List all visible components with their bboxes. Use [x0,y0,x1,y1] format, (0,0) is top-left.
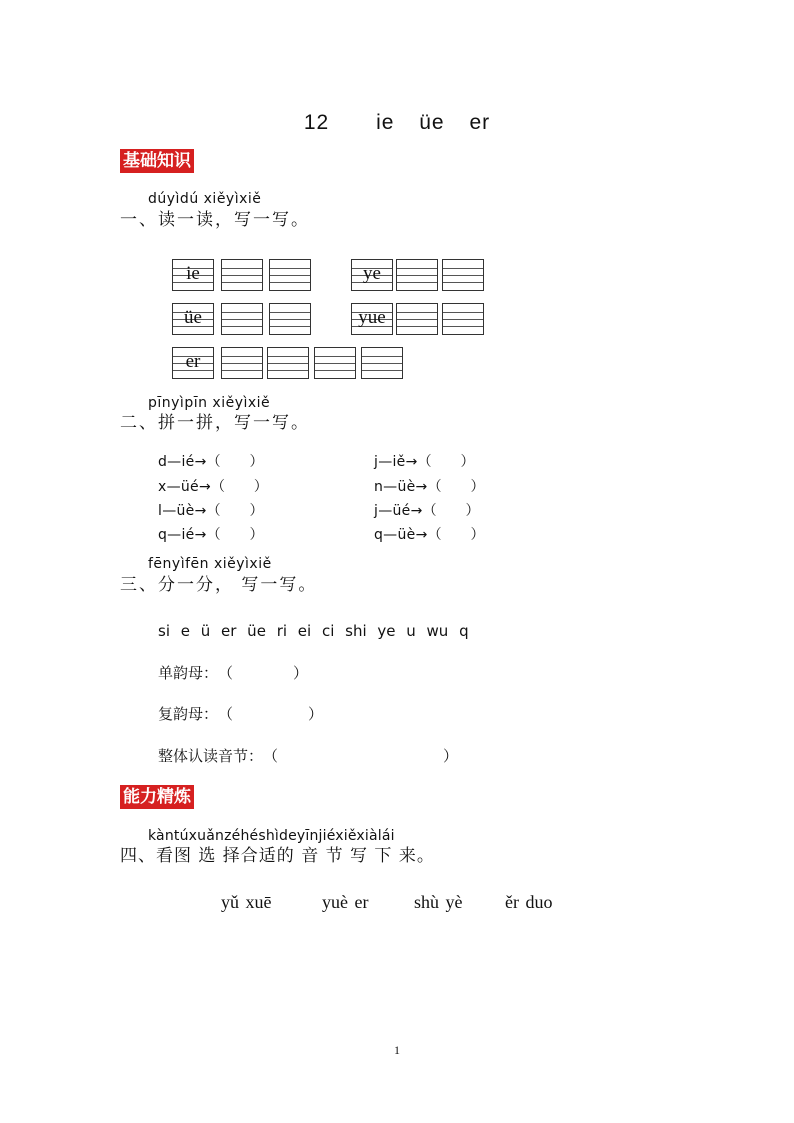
line-label: 复韵母： [158,705,219,723]
q3-pinyin: fēnyìfēn xiěyìxiě [148,556,272,572]
q1-question: 一、读一读，写一写。 [120,210,310,230]
q2-item: q—ié→（ ） [158,527,264,543]
box-label: üe [184,307,202,328]
writing-box[interactable] [396,259,438,291]
page-number: 1 [394,1043,400,1057]
line-label: 整体认读音节： [158,747,264,765]
q2-pinyin: pīnyìpīn xiěyìxiě [148,395,271,411]
q2-item: d—ié→（ ） [158,454,264,470]
writing-box[interactable] [269,303,311,335]
q2-item: n—üè→（ ） [374,479,485,495]
q2-item: x—üé→（ ） [158,479,269,495]
writing-box[interactable] [221,303,263,335]
line-label: 单韵母： [158,664,219,682]
answer-blank[interactable]: （ ） [263,747,459,765]
q4-pinyin: kàntúxuǎnzéhéshìdeyīnjiéxiěxiàlái [148,828,395,844]
q3-question: 三、分一分， 写一写。 [120,575,318,595]
q2-item: j—üé→（ ） [374,503,480,519]
writing-box[interactable] [396,303,438,335]
q3-line-whole-syllables [158,745,458,766]
writing-box[interactable] [267,347,309,379]
section-badge-ability: 能力精炼 [120,785,194,809]
writing-box[interactable] [172,347,214,379]
q4-question: 四、看图 选 择合适的 音 节 写 下 来。 [120,846,435,866]
writing-box[interactable] [442,303,484,335]
writing-box[interactable] [314,347,356,379]
page-title: 12 ie üe er [303,111,491,134]
writing-box[interactable] [221,347,263,379]
section-badge-basic: 基础知识 [120,149,194,173]
writing-box[interactable] [351,303,393,335]
writing-box[interactable] [361,347,403,379]
writing-box[interactable] [172,259,214,291]
box-label: ye [363,263,381,284]
box-label: er [185,351,201,372]
q2-item: l—üè→（ ） [158,503,264,519]
word-option: yǔ xuē [221,892,272,912]
q2-question: 二、拼一拼，写一写。 [120,413,310,433]
writing-box[interactable] [351,259,393,291]
writing-box[interactable] [172,303,214,335]
word-option: ěr duo [505,892,553,912]
q2-item: q—üè→（ ） [374,527,485,543]
q3-line-single-finals [158,662,308,683]
word-option: shù yè [414,892,463,912]
q3-syllables: si e ü er üe ri ei ci shi ye u wu q [158,622,469,640]
q3-line-compound-finals [158,703,323,724]
word-option: yuè er [322,892,369,912]
q2-item: j—iě→（ ） [374,454,475,470]
box-label: ie [186,263,200,284]
writing-box[interactable] [269,259,311,291]
answer-blank[interactable]: （ ） [218,664,309,682]
box-label: yue [358,307,386,328]
writing-box[interactable] [442,259,484,291]
writing-box[interactable] [221,259,263,291]
answer-blank[interactable]: （ ） [218,705,324,723]
q1-pinyin: dúyìdú xiěyìxiě [148,191,262,207]
